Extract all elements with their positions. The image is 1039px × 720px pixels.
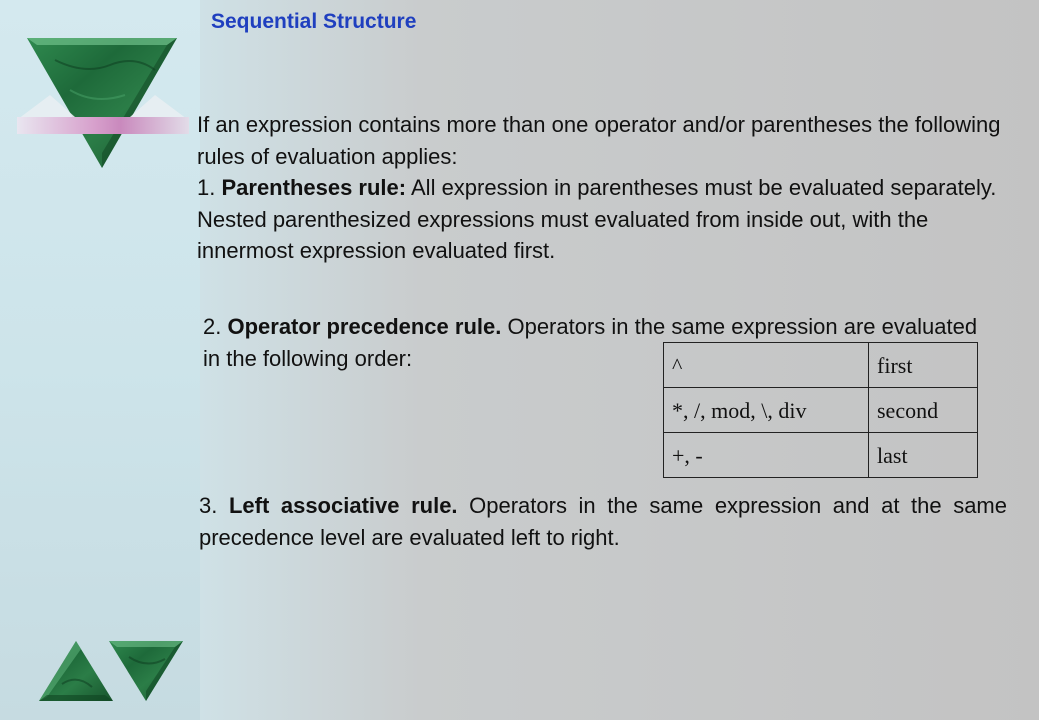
rule2-body: Operators in the same expression are evaluated in the following order: <box>203 314 978 371</box>
operators-cell: *, /, mod, \, div <box>664 388 869 433</box>
table-row <box>664 343 978 388</box>
marble-triangle-icon <box>15 35 195 175</box>
rule3-paragraph <box>199 490 1007 553</box>
order-cell: last <box>869 433 978 478</box>
next-slide-icon[interactable] <box>107 639 185 703</box>
rule3-heading: Left associative rule. <box>228 493 458 518</box>
rule1-heading: Parentheses rule: <box>221 175 407 200</box>
intro-text: If an expression contains more than one operator and/or parentheses the following rules of evaluation applies: <box>197 112 1001 169</box>
rule1-body: All expression in parentheses must be evaluated separately. Nested parenthesized expressions must evaluated from inside out, with the innermost expression evaluated first. <box>197 175 997 263</box>
rule3-body: Operators in the same expression and at the same precedence level are evaluated left to right. <box>199 493 1007 550</box>
prev-slide-icon[interactable] <box>37 639 115 703</box>
operators-cell: +, - <box>664 433 869 478</box>
table-row <box>664 388 978 433</box>
order-cell: second <box>869 388 978 433</box>
precedence-table <box>663 342 978 478</box>
rule3-number: 3. <box>199 493 229 518</box>
operators-cell: ^ <box>664 343 869 388</box>
pink-band <box>17 117 189 134</box>
rule2-heading: Operator precedence rule. <box>227 314 502 339</box>
order-cell: first <box>869 343 978 388</box>
slide-title: Sequential Structure <box>211 10 417 33</box>
rule2-number: 2. <box>203 314 228 339</box>
rule1-number: 1. <box>197 175 222 200</box>
table-row <box>664 433 978 478</box>
intro-paragraph <box>197 109 1027 267</box>
